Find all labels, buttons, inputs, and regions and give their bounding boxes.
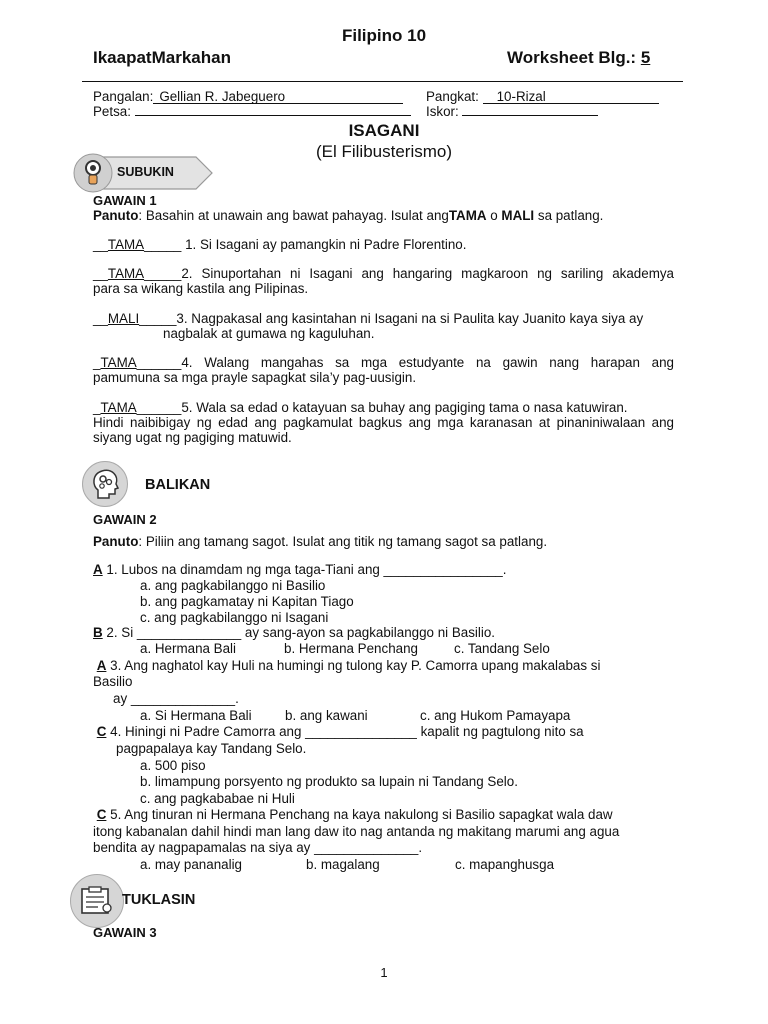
mc-5-choice-a: a. may pananalig [140,857,242,872]
mc-text-3-cont1: Basilio [93,674,133,689]
tf-item-2: __TAMA_____2. Sinuportahan ni Isagani ang hangaring magkaroon ng sariling akademya para sa wikang kastila ang Pilipinas. [93,266,674,296]
tf-text-4-cont: pamumuna sa mga prayle sapagkat sila’y pag-uusigin. [93,370,417,385]
mc-4-choice-a: a. 500 piso [140,758,206,773]
tf-item-1: __TAMA_____ 1. Si Isagani ay pamangkin ni Padre Florentino. [93,237,467,252]
mc-2-choice-a: a. Hermana Bali [140,641,237,656]
name-value: Gellian R. Jabeguero [159,89,286,104]
magnifier-icon [82,159,106,187]
tuklasin-badge [70,874,124,928]
mc-text-5-cont1: itong kabanalan dahil hindi man lang daw ito nag antanda ng makitang marumi ang agua [93,824,620,839]
tf-item-3: __MALI_____3. Nagpakasal ang kasintahan ni Isagani na si Paulita kay Juanito kaya siya ay nagbalak at gumawa ng kaguluhan. [93,311,674,341]
section-field [426,89,659,104]
name-label: Pangalan: [93,89,154,104]
worksheet-number [507,48,650,68]
gawain-2-heading: GAWAIN 2 [93,512,157,527]
page-number: 1 [380,965,388,980]
mc-answer-3: A [96,658,107,673]
balikan-label: BALIKAN [145,477,211,493]
gawain-1-instructions [93,208,603,223]
head-gears-icon [90,468,120,500]
mc-answer-4: C [96,724,107,739]
mc-1-choice-a: a. ang pagkabilanggo ni Basilio [140,578,326,593]
tf-text-3-cont: nagbalak at gumawa ng kaguluhan. [163,326,375,341]
mc-text-3: 3. Ang naghatol kay Huli na humingi ng tulong kay P. Camorra upang makalabas si [106,658,601,673]
mc-3-choice-c: c. ang Hukom Pamayapa [420,708,571,723]
subukin-banner [72,153,214,193]
panuto2-label: Panuto [93,534,139,549]
gawain-3-heading: GAWAIN 3 [93,925,157,940]
panuto2-text: : Piliin ang tamang sagot. Isulat ang titik ng tamang sagot sa patlang. [138,534,548,549]
tf-text-2-cont: para sa wikang kastila ang Pilipinas. [93,281,309,296]
mc-5-choice-b: b. magalang [306,857,380,872]
tf-text-3: 3. Nagpakasal ang kasintahan ni Isagani na si Paulita kay Juanito kaya siya ay [176,311,644,326]
mc-answer-5: C [96,807,107,822]
mc-question-2 [93,625,495,640]
tf-item-5: _TAMA______5. Wala sa edad o katayuan sa buhay ang pagiging tama o nasa katuwiran. Hindi naibibigay ng edad ang pagkamulat bagkus ang mga karanasan at pinaniniwalaan ang siyang ugat ng pagiging matuwid. [93,400,674,445]
tf-text-1: 1. Si Isagani ay pamangkin ni Padre Florentino. [185,237,467,252]
worksheet-label: Worksheet Blg.: [507,48,637,67]
mc-1-choice-c: c. ang pagkabilanggo ni Isagani [140,610,329,625]
gawain-2-instructions [93,534,547,549]
subject-title: Filipino 10 [341,26,427,45]
mc-text-5: 5. Ang tinuran ni Hermana Penchang na kaya nakulong si Basilio sapagkat wala daw [106,807,613,822]
mc-2-choice-c: c. Tandang Selo [454,641,550,656]
section-label: Pangkat: [426,89,479,104]
mc-text-4: 4. Hiningi ni Padre Camorra ang _______________ kapalit ng pagtulong nito sa [106,724,584,739]
mc-question-3 [93,658,600,673]
score-field [426,104,598,119]
mc-3-choice-a: a. Si Hermana Bali [140,708,252,723]
gawain-1-heading: GAWAIN 1 [93,193,157,208]
mc-text-2: 2. Si ______________ ay sang-ayon sa pagkabilanggo ni Basilio. [102,625,496,640]
lesson-title: ISAGANI [348,121,420,140]
tf-answer-3: MALI [107,311,140,326]
mc-text-1: 1. Lubos na dinamdam ng mga taga-Tiani ang ________________. [102,562,507,577]
tf-answer-4: TAMA [100,355,137,370]
panuto-o: o [486,208,502,223]
tf-text-5-cont: Hindi naibibigay ng edad ang pagkamulat bagkus ang mga karanasan at pinaniniwalaan ang siyang ugat ng pagiging matuwid. [93,415,674,445]
mc-3-choice-b: b. ang kawani [285,708,368,723]
mc-2-choice-b: b. Hermana Penchang [284,641,418,656]
worksheet-number-value: 5 [640,48,651,67]
mc-answer-1: A [93,562,103,577]
mc-text-5-cont2: bendita ay nagpapamalas na siya ay ______________. [93,840,423,855]
tf-text-2: 2. Sinuportahan ni Isagani ang hangaring magkaroon ng sariling akademya [181,266,674,281]
date-label: Petsa: [93,104,131,119]
tf-answer-5: TAMA [100,400,137,415]
quarter-label: IkaapatMarkahan [93,48,231,67]
section-value: 10-Rizal [496,89,546,104]
lesson-subtitle: (El Filibusterismo) [315,142,453,161]
score-label: Iskor: [426,104,459,119]
mc-question-5 [93,807,613,822]
tf-text-4: 4. Walang mangahas sa mga estudyante na gawin nang harapan ang [181,355,674,370]
mc-1-choice-b: b. ang pagkamatay ni Kapitan Tiago [140,594,354,609]
panuto-tama: TAMA [448,208,487,223]
tf-answer-2: TAMA [107,266,145,281]
mc-question-1 [93,562,506,577]
tf-item-4: _TAMA______4. Walang mangahas sa mga estudyante na gawin nang harapan ang pamumuna sa mga prayle sapagkat sila’y pag-uusigin. [93,355,674,385]
name-field [93,89,403,104]
mc-text-3-cont2: ay ______________. [113,691,239,706]
mc-5-choice-c: c. mapanghusga [455,857,555,872]
balikan-badge [82,461,128,507]
mc-text-4-cont1: pagpapalaya kay Tandang Selo. [116,741,307,756]
mc-4-choice-c: c. ang pagkababae ni Huli [140,791,295,806]
date-field [93,104,411,119]
tuklasin-label: TUKLASIN [122,892,196,908]
mc-answer-2: B [93,625,103,640]
mc-4-choice-b: b. limampung porsyento ng produkto sa lupain ni Tandang Selo. [140,774,518,789]
panuto-text: : Basahin at unawain ang bawat pahayag. Isulat ang [138,208,449,223]
panuto-label: Panuto [93,208,139,223]
panuto-text-end: sa patlang. [534,208,604,223]
panuto-mali: MALI [501,208,535,223]
header-divider [82,81,683,82]
subukin-label: SUBUKIN [117,165,174,179]
mc-question-4 [93,724,584,739]
clipboard-icon [80,886,114,916]
tf-text-5: 5. Wala sa edad o katayuan sa buhay ang pagiging tama o nasa katuwiran. [181,400,628,415]
tf-answer-1: TAMA [107,237,145,252]
